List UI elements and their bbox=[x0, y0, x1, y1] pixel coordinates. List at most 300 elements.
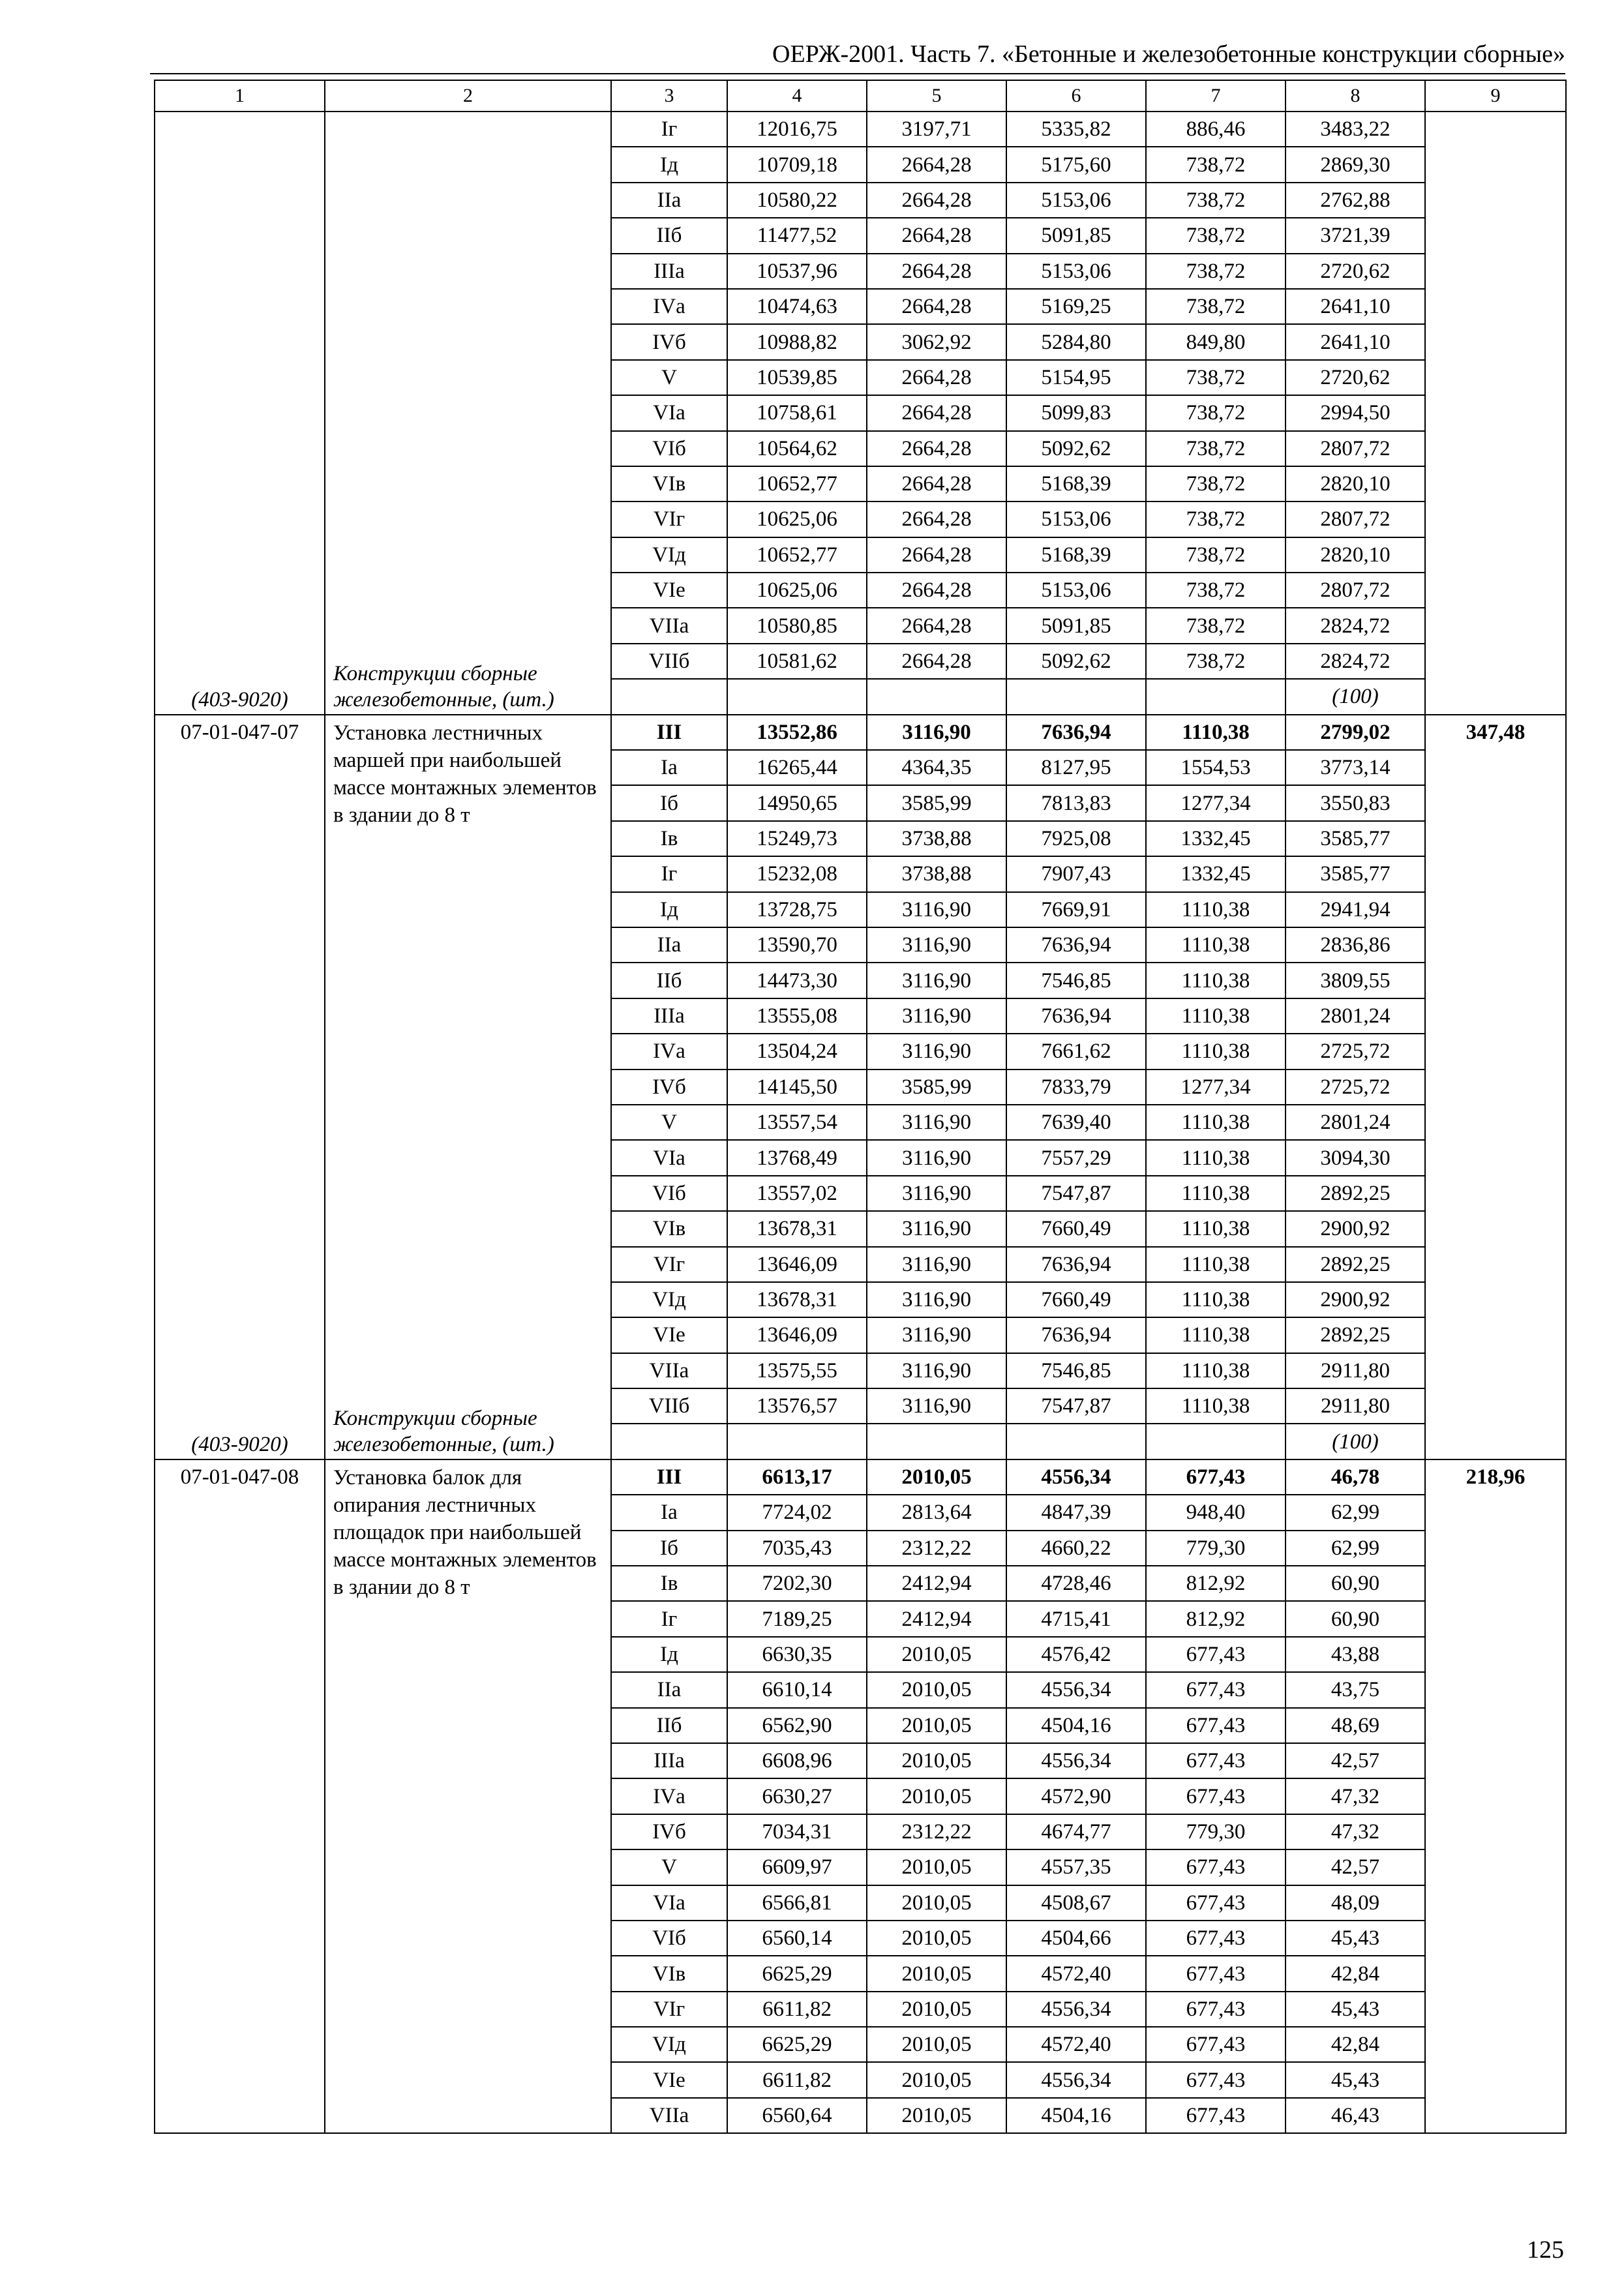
work-name: Установка балок для опирания лестничных площадок при наибольшей массе монтажных элементов в здании до 8 т bbox=[333, 1465, 597, 1599]
value-cell: 2664,28 bbox=[867, 289, 1006, 324]
value-cell: 3483,22 bbox=[1286, 112, 1425, 147]
value-cell: 2892,25 bbox=[1286, 1317, 1425, 1353]
value-cell: 13590,70 bbox=[727, 927, 867, 963]
value-cell: 5284,80 bbox=[1006, 324, 1146, 359]
zone-cell: VIIб bbox=[611, 644, 727, 679]
value-cell: 5153,06 bbox=[1006, 254, 1146, 289]
value-cell: 2824,72 bbox=[1286, 608, 1425, 643]
value-cell: 3094,30 bbox=[1286, 1140, 1425, 1175]
value-cell: 4572,90 bbox=[1006, 1778, 1146, 1814]
value-cell: 7639,40 bbox=[1006, 1105, 1146, 1140]
value-cell: 5175,60 bbox=[1006, 147, 1146, 182]
value-cell: 2664,28 bbox=[867, 537, 1006, 573]
value-cell: 738,72 bbox=[1146, 360, 1286, 395]
value-cell: 7907,43 bbox=[1006, 856, 1146, 891]
value-cell: 4556,34 bbox=[1006, 1743, 1146, 1778]
value-cell: 5092,62 bbox=[1006, 644, 1146, 679]
zone-cell: VIб bbox=[611, 1921, 727, 1956]
zone-cell: V bbox=[611, 1105, 727, 1140]
value-cell: 4728,46 bbox=[1006, 1566, 1146, 1601]
value-cell: 5154,95 bbox=[1006, 360, 1146, 395]
zone-cell: IVб bbox=[611, 1070, 727, 1105]
value-cell: 42,57 bbox=[1286, 1849, 1425, 1885]
value-cell: 2010,05 bbox=[867, 2098, 1006, 2133]
value-cell: 2664,28 bbox=[867, 218, 1006, 253]
value-cell: 7661,62 bbox=[1006, 1034, 1146, 1069]
value-cell: 677,43 bbox=[1146, 1992, 1286, 2027]
value-cell: 48,09 bbox=[1286, 1885, 1425, 1921]
value-cell: 779,30 bbox=[1146, 1531, 1286, 1566]
value-cell: 738,72 bbox=[1146, 608, 1286, 643]
value-cell: 2664,28 bbox=[867, 254, 1006, 289]
rate-code-cell bbox=[155, 715, 325, 1459]
value-cell: 4576,42 bbox=[1006, 1637, 1146, 1672]
value-cell: 1110,38 bbox=[1146, 1140, 1286, 1175]
value-cell: 2010,05 bbox=[867, 2062, 1006, 2097]
value-cell: 11477,52 bbox=[727, 218, 867, 253]
value-cell: 3116,90 bbox=[867, 1140, 1006, 1175]
value-cell: 7636,94 bbox=[1006, 1317, 1146, 1353]
value-cell: 2010,05 bbox=[867, 1992, 1006, 2027]
value-cell: 2824,72 bbox=[1286, 644, 1425, 679]
value-cell: 2010,05 bbox=[867, 1637, 1006, 1672]
value-cell: 3116,90 bbox=[867, 1105, 1006, 1140]
zone-cell: Iд bbox=[611, 147, 727, 182]
zone-cell: III bbox=[611, 715, 727, 750]
value-cell: 812,92 bbox=[1146, 1566, 1286, 1601]
value-cell: 45,43 bbox=[1286, 1992, 1425, 2027]
value-cell: 2801,24 bbox=[1286, 998, 1425, 1034]
value-cell: 13678,31 bbox=[727, 1282, 867, 1317]
zone-cell: VIIа bbox=[611, 1353, 727, 1388]
value-cell: 677,43 bbox=[1146, 1849, 1286, 1885]
rate-code: 07-01-047-07 bbox=[180, 720, 299, 744]
zone-cell: Iв bbox=[611, 1566, 727, 1601]
zone-cell: IIIа bbox=[611, 254, 727, 289]
value-cell: 6560,64 bbox=[727, 2098, 867, 2133]
value-cell: 677,43 bbox=[1146, 2027, 1286, 2062]
value-cell: 677,43 bbox=[1146, 1743, 1286, 1778]
value-cell: 1277,34 bbox=[1146, 785, 1286, 820]
value-cell: 62,99 bbox=[1286, 1531, 1425, 1566]
value-cell: 677,43 bbox=[1146, 2098, 1286, 2133]
value-cell: 6625,29 bbox=[727, 1956, 867, 1991]
zone-cell: IIб bbox=[611, 963, 727, 998]
resource-code: (403-9020) bbox=[191, 1432, 288, 1456]
value-cell: 3116,90 bbox=[867, 1034, 1006, 1069]
value-cell: 6611,82 bbox=[727, 2062, 867, 2097]
value-cell: 48,69 bbox=[1286, 1708, 1425, 1743]
zone-cell: VIг bbox=[611, 1247, 727, 1282]
value-cell: 2412,94 bbox=[867, 1566, 1006, 1601]
zone-cell: VIIа bbox=[611, 608, 727, 643]
zone-cell: Iб bbox=[611, 785, 727, 820]
value-cell: 42,57 bbox=[1286, 1743, 1425, 1778]
value-cell: 2911,80 bbox=[1286, 1388, 1425, 1424]
value-cell: 2807,72 bbox=[1286, 573, 1425, 608]
value-cell: 5153,06 bbox=[1006, 183, 1146, 218]
value-cell: 6608,96 bbox=[727, 1743, 867, 1778]
value-cell: 5099,83 bbox=[1006, 395, 1146, 430]
zone-cell: VIв bbox=[611, 1956, 727, 1991]
value-cell: 13555,08 bbox=[727, 998, 867, 1034]
value-cell: 3116,90 bbox=[867, 1388, 1006, 1424]
value-cell: 7189,25 bbox=[727, 1601, 867, 1636]
empty-cell bbox=[727, 1424, 867, 1459]
value-cell: 1110,38 bbox=[1146, 963, 1286, 998]
zone-cell: IVб bbox=[611, 324, 727, 359]
value-cell: 3809,55 bbox=[1286, 963, 1425, 998]
resource-name: Конструкции сборные железобетонные, (шт.) bbox=[333, 661, 554, 711]
value-cell: 2312,22 bbox=[867, 1531, 1006, 1566]
value-cell: 14145,50 bbox=[727, 1070, 867, 1105]
value-cell: 738,72 bbox=[1146, 218, 1286, 253]
rate-code-cell bbox=[155, 112, 325, 715]
value-cell: 3116,90 bbox=[867, 1353, 1006, 1388]
value-cell: 10564,62 bbox=[727, 431, 867, 466]
value-cell: 2720,62 bbox=[1286, 254, 1425, 289]
work-name-cell bbox=[325, 112, 611, 715]
value-cell: 2941,94 bbox=[1286, 892, 1425, 927]
value-cell: 5153,06 bbox=[1006, 573, 1146, 608]
value-cell: 4660,22 bbox=[1006, 1531, 1146, 1566]
value-cell: 13678,31 bbox=[727, 1211, 867, 1246]
value-cell: 2664,28 bbox=[867, 183, 1006, 218]
value-cell: 2911,80 bbox=[1286, 1353, 1425, 1388]
value-cell: 7636,94 bbox=[1006, 998, 1146, 1034]
zone-cell: VIд bbox=[611, 537, 727, 573]
value-cell: 2664,28 bbox=[867, 466, 1006, 501]
value-cell: 1110,38 bbox=[1146, 1317, 1286, 1353]
column-number: 4 bbox=[727, 80, 867, 112]
value-cell: 4572,40 bbox=[1006, 1956, 1146, 1991]
value-cell: 2807,72 bbox=[1286, 431, 1425, 466]
value-cell: 677,43 bbox=[1146, 2062, 1286, 2097]
value-cell: 5091,85 bbox=[1006, 608, 1146, 643]
value-cell: 7202,30 bbox=[727, 1566, 867, 1601]
zone-cell: Iд bbox=[611, 892, 727, 927]
value-cell: 2664,28 bbox=[867, 360, 1006, 395]
value-cell: 3550,83 bbox=[1286, 785, 1425, 820]
value-cell: 4572,40 bbox=[1006, 2027, 1146, 2062]
value-cell: 2010,05 bbox=[867, 1849, 1006, 1885]
value-cell: 47,32 bbox=[1286, 1778, 1425, 1814]
value-cell: 2813,64 bbox=[867, 1495, 1006, 1530]
value-cell: 5168,39 bbox=[1006, 466, 1146, 501]
value-cell: 4556,34 bbox=[1006, 1672, 1146, 1707]
value-cell: 677,43 bbox=[1146, 1885, 1286, 1921]
value-cell: 2664,28 bbox=[867, 644, 1006, 679]
value-cell: 4847,39 bbox=[1006, 1495, 1146, 1530]
value-cell: 738,72 bbox=[1146, 147, 1286, 182]
column-number: 2 bbox=[325, 80, 611, 112]
zone-cell: Iа bbox=[611, 750, 727, 785]
value-cell: 4504,16 bbox=[1006, 1708, 1146, 1743]
value-cell: 13576,57 bbox=[727, 1388, 867, 1424]
value-cell: 738,72 bbox=[1146, 501, 1286, 537]
value-cell: 3116,90 bbox=[867, 998, 1006, 1034]
value-cell: 15249,73 bbox=[727, 821, 867, 856]
value-cell: 1110,38 bbox=[1146, 927, 1286, 963]
value-cell: 677,43 bbox=[1146, 1459, 1286, 1495]
zone-cell: IIб bbox=[611, 1708, 727, 1743]
value-cell: 10580,22 bbox=[727, 183, 867, 218]
column-number: 8 bbox=[1286, 80, 1425, 112]
value-cell: 1110,38 bbox=[1146, 715, 1286, 750]
value-cell: 677,43 bbox=[1146, 1637, 1286, 1672]
zone-cell: VIб bbox=[611, 431, 727, 466]
zone-cell: V bbox=[611, 360, 727, 395]
empty-cell bbox=[611, 679, 727, 714]
value-cell: 1110,38 bbox=[1146, 892, 1286, 927]
value-cell: 3585,77 bbox=[1286, 821, 1425, 856]
value-cell: 3116,90 bbox=[867, 892, 1006, 927]
rate-code-cell bbox=[155, 1459, 325, 2133]
value-cell: 10758,61 bbox=[727, 395, 867, 430]
zone-cell: Iг bbox=[611, 856, 727, 891]
value-cell: 2820,10 bbox=[1286, 537, 1425, 573]
value-cell: 2725,72 bbox=[1286, 1070, 1425, 1105]
column-number: 6 bbox=[1006, 80, 1146, 112]
value-cell: 3738,88 bbox=[867, 821, 1006, 856]
zone-cell: IIа bbox=[611, 183, 727, 218]
value-cell: 4715,41 bbox=[1006, 1601, 1146, 1636]
value-cell: 7724,02 bbox=[727, 1495, 867, 1530]
value-cell: 3116,90 bbox=[867, 1211, 1006, 1246]
value-cell: 2010,05 bbox=[867, 1921, 1006, 1956]
value-cell: 1110,38 bbox=[1146, 1211, 1286, 1246]
value-cell: 4508,67 bbox=[1006, 1885, 1146, 1921]
value-cell: 4557,35 bbox=[1006, 1849, 1146, 1885]
value-cell: 13646,09 bbox=[727, 1317, 867, 1353]
table-row bbox=[155, 112, 1566, 147]
value-cell: 1110,38 bbox=[1146, 1176, 1286, 1211]
zone-cell: IVб bbox=[611, 1814, 727, 1849]
table-row bbox=[155, 715, 1566, 750]
value-cell: 779,30 bbox=[1146, 1814, 1286, 1849]
value-cell: 2801,24 bbox=[1286, 1105, 1425, 1140]
value-cell: 13768,49 bbox=[727, 1140, 867, 1175]
value-cell: 10652,77 bbox=[727, 466, 867, 501]
value-cell: 2892,25 bbox=[1286, 1247, 1425, 1282]
value-cell: 2820,10 bbox=[1286, 466, 1425, 501]
value-cell: 738,72 bbox=[1146, 254, 1286, 289]
value-cell: 5091,85 bbox=[1006, 218, 1146, 253]
value-cell: 2664,28 bbox=[867, 501, 1006, 537]
resource-code: (403-9020) bbox=[191, 687, 288, 711]
work-name-cell bbox=[325, 1459, 611, 2133]
value-cell: 2412,94 bbox=[867, 1601, 1006, 1636]
value-cell: 1110,38 bbox=[1146, 998, 1286, 1034]
value-cell: 1110,38 bbox=[1146, 1034, 1286, 1069]
value-cell: 13557,54 bbox=[727, 1105, 867, 1140]
empty-cell bbox=[727, 679, 867, 714]
value-cell: 738,72 bbox=[1146, 289, 1286, 324]
labor-cost-cell: 218,96 bbox=[1425, 1459, 1566, 2133]
value-cell: 2641,10 bbox=[1286, 324, 1425, 359]
zone-cell: IIа bbox=[611, 927, 727, 963]
value-cell: 2869,30 bbox=[1286, 147, 1425, 182]
value-cell: 6630,35 bbox=[727, 1637, 867, 1672]
value-cell: 738,72 bbox=[1146, 466, 1286, 501]
rate-code: 07-01-047-08 bbox=[180, 1465, 299, 1489]
value-cell: 6613,17 bbox=[727, 1459, 867, 1495]
value-cell: 738,72 bbox=[1146, 431, 1286, 466]
value-cell: 3585,99 bbox=[867, 785, 1006, 820]
value-cell: 7547,87 bbox=[1006, 1176, 1146, 1211]
value-cell: 6609,97 bbox=[727, 1849, 867, 1885]
value-cell: 2664,28 bbox=[867, 608, 1006, 643]
value-cell: 5335,82 bbox=[1006, 112, 1146, 147]
zone-cell: III bbox=[611, 1459, 727, 1495]
value-cell: 7636,94 bbox=[1006, 927, 1146, 963]
zone-cell: VIг bbox=[611, 1992, 727, 2027]
value-cell: 10709,18 bbox=[727, 147, 867, 182]
value-cell: 2010,05 bbox=[867, 2027, 1006, 2062]
header-divider bbox=[150, 73, 1565, 74]
value-cell: 738,72 bbox=[1146, 573, 1286, 608]
zone-cell: IVа bbox=[611, 289, 727, 324]
value-cell: 5092,62 bbox=[1006, 431, 1146, 466]
value-cell: 2664,28 bbox=[867, 147, 1006, 182]
zone-cell: VIв bbox=[611, 466, 727, 501]
value-cell: 738,72 bbox=[1146, 644, 1286, 679]
value-cell: 1110,38 bbox=[1146, 1282, 1286, 1317]
value-cell: 2010,05 bbox=[867, 1778, 1006, 1814]
zone-cell: VIе bbox=[611, 2062, 727, 2097]
value-cell: 4364,35 bbox=[867, 750, 1006, 785]
zone-cell: VIд bbox=[611, 2027, 727, 2062]
value-cell: 6560,14 bbox=[727, 1921, 867, 1956]
value-cell: 7557,29 bbox=[1006, 1140, 1146, 1175]
value-cell: 886,46 bbox=[1146, 112, 1286, 147]
value-cell: 46,78 bbox=[1286, 1459, 1425, 1495]
value-cell: 13552,86 bbox=[727, 715, 867, 750]
value-cell: 4556,34 bbox=[1006, 1992, 1146, 2027]
empty-cell bbox=[867, 1424, 1006, 1459]
value-cell: 8127,95 bbox=[1006, 750, 1146, 785]
value-cell: 677,43 bbox=[1146, 1672, 1286, 1707]
value-cell: 7660,49 bbox=[1006, 1282, 1146, 1317]
value-cell: 6566,81 bbox=[727, 1885, 867, 1921]
value-cell: 13557,02 bbox=[727, 1176, 867, 1211]
value-cell: 43,88 bbox=[1286, 1637, 1425, 1672]
value-cell: 3197,71 bbox=[867, 112, 1006, 147]
value-cell: 10539,85 bbox=[727, 360, 867, 395]
value-cell: 5168,39 bbox=[1006, 537, 1146, 573]
zone-cell: Iв bbox=[611, 821, 727, 856]
value-cell: 6562,90 bbox=[727, 1708, 867, 1743]
value-cell: 43,75 bbox=[1286, 1672, 1425, 1707]
page-header-title: ОЕРЖ-2001. Часть 7. «Бетонные и железобетонные конструкции сборные» bbox=[772, 40, 1565, 68]
zone-cell: VIг bbox=[611, 501, 727, 537]
zone-cell: IIа bbox=[611, 1672, 727, 1707]
value-cell: 2312,22 bbox=[867, 1814, 1006, 1849]
zone-cell: Iг bbox=[611, 1601, 727, 1636]
value-cell: 14473,30 bbox=[727, 963, 867, 998]
value-cell: 45,43 bbox=[1286, 1921, 1425, 1956]
value-cell: 2762,88 bbox=[1286, 183, 1425, 218]
zone-cell: VIе bbox=[611, 573, 727, 608]
value-cell: 3116,90 bbox=[867, 963, 1006, 998]
value-cell: 13575,55 bbox=[727, 1353, 867, 1388]
value-cell: 4556,34 bbox=[1006, 2062, 1146, 2097]
empty-cell bbox=[1146, 1424, 1286, 1459]
value-cell: 3116,90 bbox=[867, 927, 1006, 963]
column-number: 1 bbox=[155, 80, 325, 112]
value-cell: 15232,08 bbox=[727, 856, 867, 891]
value-cell: 677,43 bbox=[1146, 1708, 1286, 1743]
zone-cell: VIIб bbox=[611, 1388, 727, 1424]
value-cell: 3116,90 bbox=[867, 1282, 1006, 1317]
value-cell: 677,43 bbox=[1146, 1956, 1286, 1991]
value-cell: 2799,02 bbox=[1286, 715, 1425, 750]
value-cell: 3116,90 bbox=[867, 1247, 1006, 1282]
value-cell: 3585,77 bbox=[1286, 856, 1425, 891]
value-cell: 1110,38 bbox=[1146, 1353, 1286, 1388]
zone-cell: IVа bbox=[611, 1778, 727, 1814]
value-cell: 6611,82 bbox=[727, 1992, 867, 2027]
value-cell: 4504,66 bbox=[1006, 1921, 1146, 1956]
zone-cell: Iб bbox=[611, 1531, 727, 1566]
value-cell: 3062,92 bbox=[867, 324, 1006, 359]
labor-cost-cell: 347,48 bbox=[1425, 715, 1566, 1459]
value-cell: 2892,25 bbox=[1286, 1176, 1425, 1211]
value-cell: 2010,05 bbox=[867, 1672, 1006, 1707]
resource-qty: (100) bbox=[1286, 679, 1425, 714]
page-number: 125 bbox=[1527, 2236, 1564, 2264]
value-cell: 7813,83 bbox=[1006, 785, 1146, 820]
value-cell: 3116,90 bbox=[867, 1317, 1006, 1353]
value-cell: 7636,94 bbox=[1006, 715, 1146, 750]
zone-cell: IIIа bbox=[611, 998, 727, 1034]
empty-cell bbox=[1146, 679, 1286, 714]
value-cell: 1554,53 bbox=[1146, 750, 1286, 785]
value-cell: 1110,38 bbox=[1146, 1388, 1286, 1424]
value-cell: 45,43 bbox=[1286, 2062, 1425, 2097]
zone-cell: VIе bbox=[611, 1317, 727, 1353]
value-cell: 14950,65 bbox=[727, 785, 867, 820]
value-cell: 12016,75 bbox=[727, 112, 867, 147]
value-cell: 7546,85 bbox=[1006, 963, 1146, 998]
value-cell: 7636,94 bbox=[1006, 1247, 1146, 1282]
column-number: 9 bbox=[1425, 80, 1566, 112]
value-cell: 3116,90 bbox=[867, 1176, 1006, 1211]
empty-cell bbox=[867, 679, 1006, 714]
value-cell: 6630,27 bbox=[727, 1778, 867, 1814]
value-cell: 677,43 bbox=[1146, 1921, 1286, 1956]
zone-cell: V bbox=[611, 1849, 727, 1885]
value-cell: 2994,50 bbox=[1286, 395, 1425, 430]
value-cell: 2010,05 bbox=[867, 1708, 1006, 1743]
value-cell: 5169,25 bbox=[1006, 289, 1146, 324]
value-cell: 5153,06 bbox=[1006, 501, 1146, 537]
value-cell: 6610,14 bbox=[727, 1672, 867, 1707]
value-cell: 6625,29 bbox=[727, 2027, 867, 2062]
value-cell: 849,80 bbox=[1146, 324, 1286, 359]
value-cell: 13646,09 bbox=[727, 1247, 867, 1282]
zone-cell: VIа bbox=[611, 395, 727, 430]
value-cell: 2807,72 bbox=[1286, 501, 1425, 537]
zone-cell: IIб bbox=[611, 218, 727, 253]
empty-cell bbox=[611, 1424, 727, 1459]
value-cell: 948,40 bbox=[1146, 1495, 1286, 1530]
value-cell: 13504,24 bbox=[727, 1034, 867, 1069]
value-cell: 3585,99 bbox=[867, 1070, 1006, 1105]
value-cell: 738,72 bbox=[1146, 395, 1286, 430]
value-cell: 10988,82 bbox=[727, 324, 867, 359]
value-cell: 2010,05 bbox=[867, 1459, 1006, 1495]
